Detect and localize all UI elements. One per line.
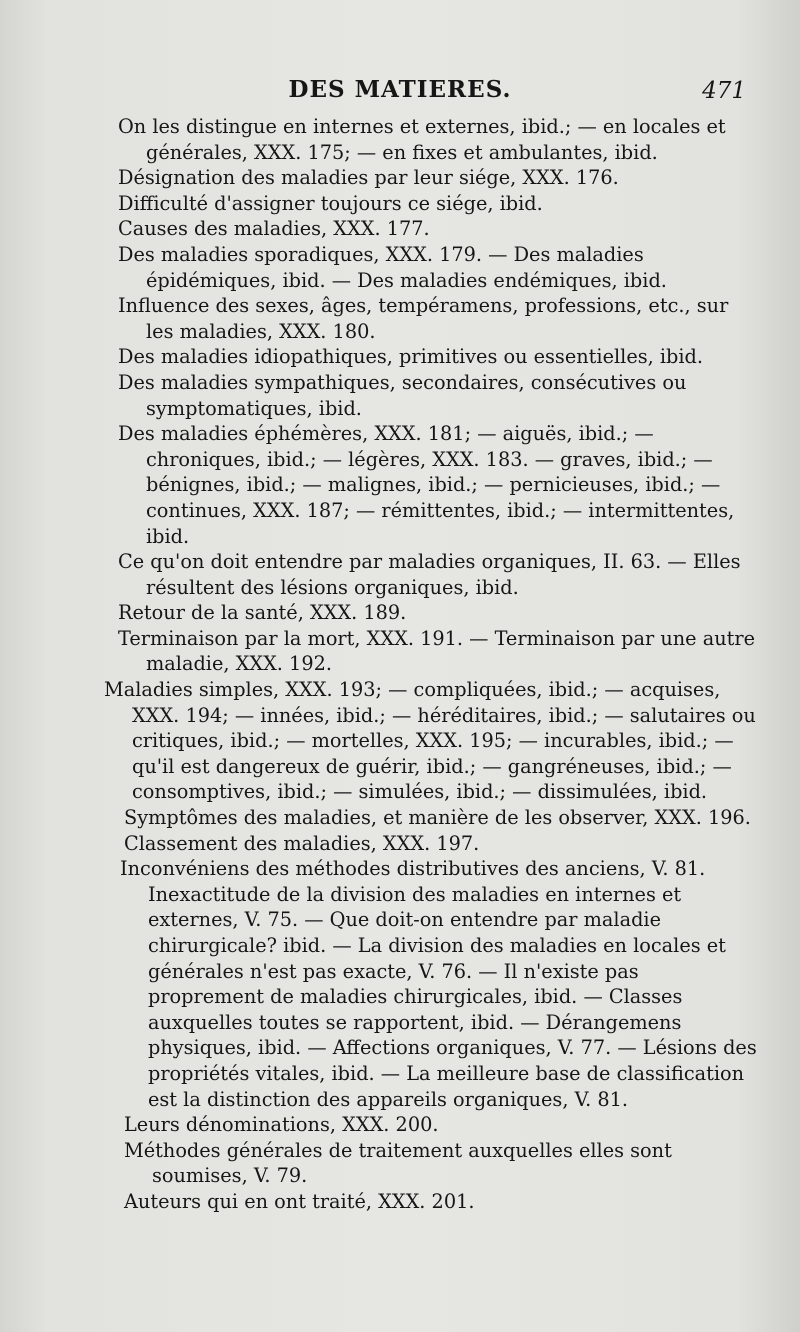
index-entry: Difficulté d'assigner toujours ce siége, ibid. <box>118 191 543 215</box>
index-entry: Des maladies sporadiques, XXX. 179. — Des maladies épidémiques, ibid. — Des maladies endémiques, ibid. <box>118 242 667 292</box>
running-title: DES MATIERES. <box>288 76 512 103</box>
index-entry: Retour de la santé, XXX. 189. <box>118 601 407 625</box>
index-entry: Des maladies éphémères, XXX. 181; — aiguës, ibid.; — chroniques, ibid.; — légères, XXX. 183. — graves, ibid.; — bénignes, ibid.; — malignes, ibid.; — pernicieuses, ibid.; — continues, XXX. 187; — rémittentes, ibid.; — intermittentes, ibid. <box>118 422 735 548</box>
index-entry: Des maladies sympathiques, secondaires, consécutives ou symptomatiques, ibid. <box>118 370 687 420</box>
index-entry: Maladies simples, XXX. 193; — compliquées, ibid.; — acquises, XXX. 194; — innées, ibid.; — héréditaires, ibid.; — salutaires ou critiques, ibid.; — mortelles, XXX. 195; — incurables, ibid.; — qu'il est dangereux de guérir, ibid.; — gangréneuses, ibid.; — consomptives, ibid.; — simulées, ibid.; — dissimulées, ibid. <box>104 678 756 804</box>
index-entry: Ce qu'on doit entendre par maladies organiques, II. 63. — Elles résultent des lésions organiques, ibid. <box>118 550 741 599</box>
index-entry: Influence des sexes, âges, tempéramens, professions, etc., sur les maladies, XXX. 180. <box>118 294 729 343</box>
index-entry: Classement des maladies, XXX. 197. <box>124 831 480 855</box>
index-entry: Inconvéniens des méthodes distributives des anciens, V. 81. Inexactitude de la division des maladies en internes et externes, V. 75. — Que doit-on entendre par maladie chirurgicale? ibid. — La division des maladies en locales et générales n'est pas exacte, V. 76. — Il n'existe pas proprement de maladies chirurgicales, ibid. — Classes auxquelles toutes se rapportent, ibid. — Dérangemens physiques, ibid. — Affections organiques, V. 77. — Lésions des propriétés vitales, ibid. — La meilleure base de classification est la distinction des appareils organiques, V. 81. <box>120 857 757 1111</box>
page-header <box>0 76 800 112</box>
index-entry: On les distingue en internes et externes, ibid.; — en locales et générales, XXX. 175; — en fixes et ambulantes, ibid. <box>118 115 726 164</box>
index-entry: Causes des maladies, XXX. 177. <box>118 217 430 241</box>
index-entry: Des maladies idiopathiques, primitives ou essentielles, ibid. <box>118 345 704 369</box>
index-entry: Leurs dénominations, XXX. 200. <box>124 1113 439 1137</box>
index-entry: Symptômes des maladies, et manière de les observer, XXX. 196. <box>124 806 751 830</box>
index-entry: Terminaison par la mort, XXX. 191. — Terminaison par une autre maladie, XXX. 192. <box>118 626 755 676</box>
index-entry: Désignation des maladies par leur siége, XXX. 176. <box>118 166 619 190</box>
index-entry: Méthodes générales de traitement auxquelles elles sont soumises, V. 79. <box>124 1138 672 1188</box>
index-entry: Auteurs qui en ont traité, XXX. 201. <box>124 1189 475 1213</box>
page-number: 471 <box>702 78 746 104</box>
index-entries <box>104 114 758 1215</box>
